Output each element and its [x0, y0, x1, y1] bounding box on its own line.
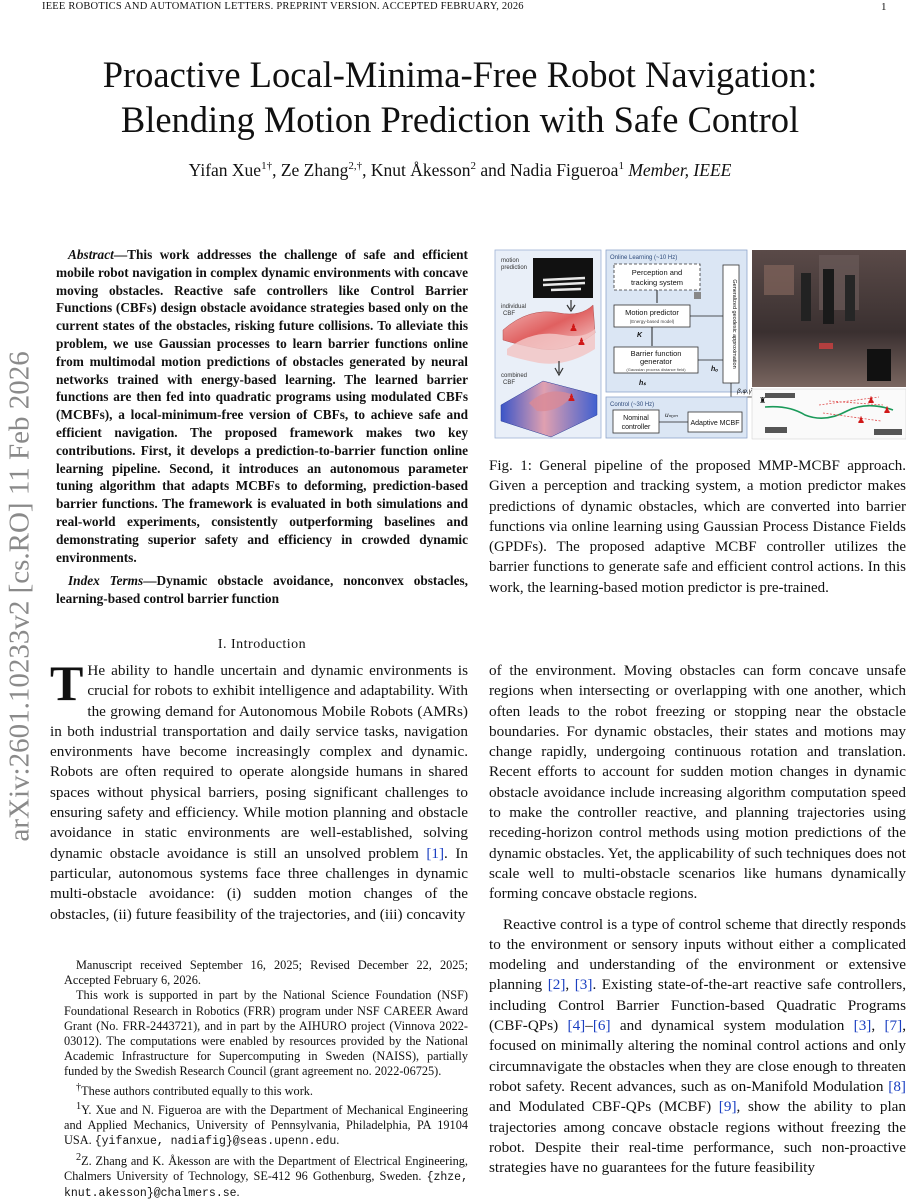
- footnote-text: Z. Zhang and K. Åkesson are with the Department of Electrical Engineering, Chalmers University of Technology, SE-412 96 Gothenburg, Sweden.: [64, 1153, 468, 1183]
- photo-person: [845, 275, 855, 321]
- citation-link[interactable]: [3]: [853, 1017, 872, 1035]
- photo-robot: [867, 349, 891, 381]
- photo-window: [764, 265, 794, 295]
- index-terms: [56, 572, 468, 608]
- email-link[interactable]: {yifanxue, nadiafig}@seas.upenn.edu: [94, 1135, 337, 1149]
- motion-predictor-label: Motion predictor: [625, 308, 679, 317]
- title-line-1: Proactive Local-Minima-Free Robot Navigation:: [102, 54, 818, 95]
- page-number: 1: [881, 1, 887, 13]
- intro-text-b: . In particular, autonomous systems face three challenges in dynamic multi-obstacle avoidance: (i) sudden motion changes of the obstacles, (ii) future feasibility of the trajectories, and (iii) concavity: [50, 844, 468, 923]
- wall-block: [765, 393, 795, 398]
- figure-1: [489, 245, 906, 443]
- running-header: IEEE ROBOTICS AND AUTOMATION LETTERS. PREPRINT VERSION. ACCEPTED FEBRUARY, 2026: [42, 1, 524, 12]
- motion-predictor-sub: (Energy-based model): [629, 319, 675, 324]
- pedestrian-icon: ♟: [567, 393, 576, 404]
- intro-text-a: He ability to handle uncertain and dynamic environments is crucial for robots to exhibit intelligence and adaptability. With the growing demand for Autonomous Mobile Robots (AMRs) in both industrial transportation and daily service tasks, navigation environments have become increasingly complex and dynamic. Robots are often required to operate alongside humans in shared spaces without physical barriers, posing significant challenges to ensuring safety and efficiency. While motion planning and obstacle avoidance in static environments are well-established, solving dynamic obstacle avoidance is still an unsolved problem: [50, 662, 468, 862]
- pedestrian-icon: ♟: [883, 405, 892, 415]
- paragraph-text: and dynamical system modulation: [610, 1017, 854, 1035]
- nominal-label-2: controller: [621, 424, 651, 431]
- control-label: Control (~30 Hz): [610, 402, 655, 408]
- barrier-generator-sub: (Gaussian process distance field): [626, 367, 686, 372]
- footnote-affil-1: [64, 1099, 468, 1150]
- citation-link[interactable]: [1]: [426, 844, 445, 862]
- citation-link[interactable]: [9]: [718, 1098, 737, 1116]
- index-terms-label: Index Terms: [68, 573, 144, 588]
- label-motion: motion: [501, 258, 520, 264]
- author-4: Nadia Figueroa: [510, 160, 619, 180]
- h-s-label: hₛ: [639, 380, 646, 387]
- camera-icon: [694, 292, 701, 299]
- photo-person: [823, 269, 834, 324]
- footnote-text: These authors contributed equally to this work.: [81, 1083, 314, 1098]
- footnote-symbol: 1: [76, 1100, 82, 1112]
- right-column: [489, 661, 906, 1178]
- tracking-label: tracking system: [630, 278, 684, 287]
- abstract-text: —This work addresses the challenge of safe and efficient mobile robot navigation in complex dynamic environments with concave moving obstacles. Reactive safe controllers like Control Barrier Functions (CBFs) design obstacle avoidance strategies based only on the current states of the obstacles, risking future collisions. To alleviate this problem, we use Gaussian processes to learn barrier functions online from multimodal motion predictions of obstacles generated by neural networks trained with energy-based learning. The learned barrier functions are then fed into quadratic programs using modulated CBFs (MCBFs), a local-minimum-free version of CBFs, to achieve safe and efficient navigation. The proposed framework makes two key contributions. First, it develops a prediction-to-barrier function online learning pipeline. Second, it introduces an autonomous parameter tuning algorithm that adapts MCBFs to deforming, prediction-based barrier functions. The framework is evaluated in both simulations and real-world experiments, consistently outperforming baselines and demonstrating superior safety and efficiency in crowded dynamic environments.: [56, 247, 468, 565]
- nominal-label-1: Nominal: [623, 415, 649, 422]
- pedestrian-icon: ♟: [577, 337, 586, 348]
- author-2-affil: 2,†: [348, 160, 363, 173]
- arxiv-watermark: arXiv:2601.10233v2 [cs.RO] 11 Feb 2026: [3, 351, 36, 842]
- paper-title: [40, 52, 880, 142]
- title-line-2: Blending Motion Prediction with Safe Control: [120, 99, 800, 140]
- citation-link[interactable]: [4]: [567, 1017, 586, 1035]
- barrier-generator-label-2: generator: [639, 357, 673, 366]
- section-heading: I. Introduction: [217, 637, 307, 652]
- u-nom-label: uₙₒₘ: [665, 412, 678, 419]
- pedestrian-icon: ♟: [569, 323, 578, 334]
- paragraph-text: , focused on minimally altering the nominal control actions and only circumnavigate the obstacles when they are close enough to threaten robot safety. Recent advances, such as on-Manifold Modulation: [489, 1017, 906, 1095]
- footnote-text: .: [336, 1133, 340, 1148]
- paragraph-text: Reactive control is a type of control scheme that directly responds to the environment or sensory inputs without either a complicated modeling and understanding of the environment or extensive planning: [489, 915, 906, 994]
- label-individual: individual: [501, 304, 527, 310]
- author-4-affil: 1: [618, 160, 624, 173]
- intro-paragraph: [50, 655, 468, 925]
- drop-cap: T: [50, 655, 84, 711]
- author-3-affil: 2: [470, 160, 477, 173]
- footnote-equal: [64, 1080, 468, 1099]
- h-o-label: hₒ: [711, 366, 719, 373]
- beta-label: β,φ,γ̄: [737, 388, 752, 395]
- footnote-received: Manuscript received September 16, 2025; Revised December 22, 2025; Accepted February 6, 2026.: [64, 958, 468, 988]
- wall-block: [874, 429, 902, 435]
- paragraph: of the environment. Moving obstacles can form concave unsafe regions when intersecting or overlapping with one another, which often leads to the robot freezing or stopping near the obstacle boundaries. For dynamic obstacles, their states and motions may change rapidly, undergoing continuous rotation and translation. Recent efforts to account for sudden motion changes in dynamic obstacle avoidance include increasing algorithm computation speed to make the controller reactive, and planning trajectories using receding-horizon control methods using motion predictions of the dynamic obstacles. Yet, the applicability of such techniques does not scale well to multi-obstacle scenarios like humans dynamically forming concave obstacle regions.: [489, 662, 906, 903]
- index-terms-text: —Dynamic obstacle avoidance, nonconvex obstacles, learning-based control barrier function: [56, 573, 468, 606]
- pedestrian-icon: ♟: [857, 415, 866, 425]
- author-1-affil: 1†: [261, 160, 273, 173]
- photo-person: [801, 273, 811, 321]
- label-cbf-1: CBF: [503, 311, 515, 317]
- caption-label: Fig. 1:: [489, 458, 532, 474]
- caption-text: General pipeline of the proposed MMP-MCBF approach. Given a perception and tracking system, a motion predictor makes predictions of dynamic obstacles, which are converted into barrier functions via online learning using Gaussian Process Distance Fields (GPDFs). The proposed adaptive MCBF controller utilizes the barrier functions to generate safe and efficient control actions. In this work, the learning-based motion predictor is pre-trained.: [489, 458, 906, 596]
- paragraph-text: , show the ability to plan trajectories among concave obstacle regions without freezing the robot. Despite their real-time performance, such non-proactive strategies have no guarantees for the future feasibility: [489, 1098, 906, 1177]
- figure-caption: [489, 456, 906, 598]
- online-learning-label: Online Learning (~10 Hz): [610, 255, 678, 261]
- paragraph-text: . Existing state-of-the-art reactive safe controllers, including Control Barrier Function-based Quadratic Programs (CBF-QPs): [489, 976, 906, 1035]
- pedestrian-icon: ♟: [867, 395, 876, 405]
- robot-icon: ♜: [759, 396, 767, 405]
- label-prediction: prediction: [501, 265, 528, 271]
- member-label: Member, IEEE: [628, 160, 732, 180]
- wall-block: [765, 427, 787, 433]
- adaptive-mcbf-label: Adaptive MCBF: [690, 420, 740, 427]
- footnote-funding: This work is supported in part by the National Science Foundation (NSF) Foundational Research in Robotics (FRR) program under NSF CAREER Award Grant (No. FRR-2443721), and in part by the AIHURO project (Vinnova 2022-03012). The computations were enabled by resources provided by the National Academic Infrastructure for Supercomputing in Sweden (NAISS), partially funded by the Swedish Research Council (grant agreement no. 2022-06725).: [64, 988, 468, 1079]
- footnote-text: Y. Xue and N. Figueroa are with the Department of Mechanical Engineering and Applied Mechanics, University of Pennsylvania, Philadelphia, PA 19104 USA.: [64, 1103, 468, 1148]
- citation-link[interactable]: [6]: [592, 1017, 611, 1035]
- abstract-label: Abstract: [68, 247, 114, 262]
- citation-link[interactable]: [3]: [574, 976, 593, 994]
- separator: –: [585, 1017, 593, 1035]
- footnotes: [64, 958, 468, 1201]
- author-1: Yifan Xue: [188, 160, 262, 180]
- label-cbf-2: CBF: [503, 380, 515, 386]
- citation-link[interactable]: [8]: [888, 1077, 906, 1095]
- author-2: Ze Zhang: [280, 160, 349, 180]
- footnote-symbol: †: [76, 1081, 82, 1093]
- paragraph: [489, 915, 906, 1179]
- footnote-text: .: [236, 1185, 240, 1200]
- paragraph-text: and Modulated CBF-QPs (MCBF): [489, 1098, 719, 1116]
- abstract: [56, 246, 468, 566]
- geodesic-label: Generalized geodesic approximation: [731, 279, 737, 369]
- citation-link[interactable]: [7]: [884, 1017, 903, 1035]
- footnote-symbol: 2: [76, 1151, 82, 1163]
- perception-label: Perception and: [631, 268, 683, 277]
- separator: ,: [871, 1017, 885, 1035]
- author-3: Knut Åkesson: [370, 160, 471, 180]
- photo-marker: [819, 343, 833, 349]
- author-list: Yifan Xue$^{1\dagger}$, Ze Zhang$^{2,\dagger}$, Knut Åkesson$^2$ and Nadia Figueroa$^1$ Member, IEEE: [188, 160, 732, 180]
- footnote-affil-2: [64, 1150, 468, 1201]
- barrier-generator-label-1: Barrier function: [630, 349, 682, 358]
- label-combined: combined: [501, 373, 528, 379]
- k-label: K: [637, 332, 643, 339]
- citation-link[interactable]: [2]: [547, 976, 566, 994]
- separator: ,: [565, 976, 575, 994]
- author-conjunction: and: [480, 160, 506, 180]
- email-link[interactable]: {zhze, knut.akesson}@chalmers.se: [64, 1170, 468, 1201]
